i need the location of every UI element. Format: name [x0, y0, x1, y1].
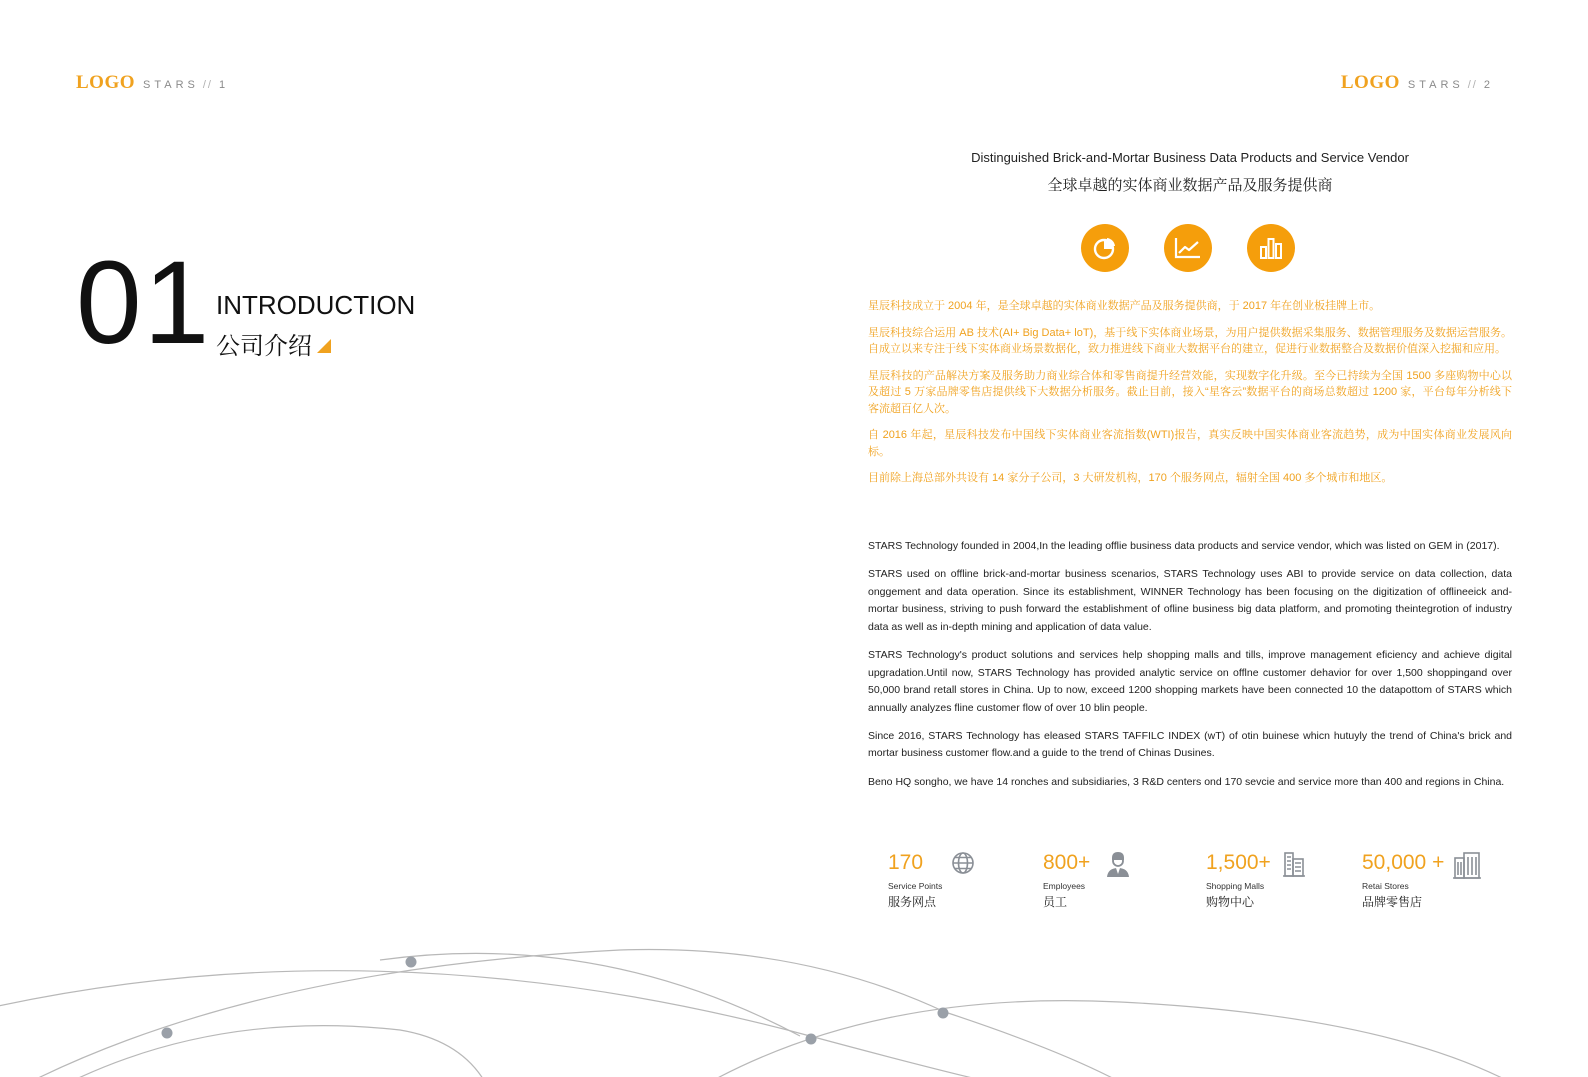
stat-value: 1,500+	[1206, 851, 1271, 874]
paragraph-en: Beno HQ songho, we have 14 ronches and subsidiaries, 3 R&D centers ond 170 sevcie and service more than 400 and regions in China.	[868, 775, 1505, 788]
logo: LOGO	[76, 72, 136, 93]
paragraph-cn: 星辰科技成立于 2004 年，是全球卓越的实体商业数据产品及服务提供商，于 2017 年在创业板挂牌上市。	[868, 300, 1381, 312]
tagline-cn: 全球卓越的实体商业数据产品及服务提供商	[1047, 177, 1333, 194]
arc-node	[406, 957, 417, 968]
logo: LOGO	[1340, 72, 1400, 93]
stat-value: 50,000 +	[1362, 851, 1445, 874]
header-separator: //	[202, 79, 213, 91]
page-number: 2	[1483, 79, 1490, 91]
brand-name: STARS	[1407, 79, 1464, 91]
stat-label-en: Employees	[1043, 881, 1086, 891]
tagline-en: Distinguished Brick-and-Mortar Business Data Products and Service Vendor	[971, 150, 1409, 165]
paragraph-cn: 星辰科技综合运用 AB 技术(AI+ Big Data+ loT)，基于线下实体商业场景，为用户提供数据采集服务、数据管理服务及数据运营服务。自成立以来专注于线下实体商业场景数据化，致力推进线下商业大数据平台的建立，促进行业数据整合及数据价值深入挖掘和应用。	[868, 326, 1512, 355]
section-title-cn: 公司介绍	[216, 333, 312, 360]
brand-name: STARS	[143, 79, 199, 91]
paragraph-cn: 星辰科技的产品解决方案及服务助力商业综合体和零售商提升经营效能，实现数字化升级。至今已持续为全国 1500 多座购物中心以及超过 5 万家品牌零售店提供线下大数据分析服务。截止目前，接入“星客云”数据平台的商场总数超过 1200 家，平台每年分析线下客流超百亿人次。	[868, 369, 1512, 415]
arc-node	[806, 1034, 817, 1045]
arc-line	[30, 950, 1120, 1077]
arc-line	[0, 971, 1146, 1077]
arc-node	[938, 1008, 949, 1019]
arc-node	[162, 1028, 173, 1039]
stat-label-en: Shopping Malls	[1206, 881, 1265, 891]
stat-label-cn: 品牌零售店	[1362, 895, 1423, 909]
stat-label-cn: 员工	[1043, 895, 1068, 909]
stat-label-en: Retai Stores	[1362, 881, 1409, 891]
arc-line	[710, 1001, 1510, 1077]
paragraph-en: STARS Technology's product solutions and services help shopping malls and tills, improve management eficiency and achieve digital upgradation.Until now, STARS Technology has provided analytic service on offlne customer dehavior for over 1,500 shoppingand over 50,000 brand retall stores in China. Up to now, exceed 1200 shopping markets have been connected 10 the datapottom of STARS which annually analyzes fline customer flow of over 10 blin people.	[868, 648, 1512, 714]
paragraph-cn: 自 2016 年起，星辰科技发布中国线下实体商业客流指数(WTI)报告，真实反映中国实体商业客流趋势，成为中国实体商业发展风向标。	[868, 429, 1512, 458]
stat-label-en: Service Points	[888, 881, 943, 891]
paragraph-en: Since 2016, STARS Technology has eleased STARS TAFFILC INDEX (wT) of otin buinese whicn hutuyly the trend of China's brick and mortar business customer flow.and a guide to the trend of Chinas Dusines.	[868, 729, 1512, 760]
header-separator: //	[1467, 79, 1478, 91]
stat-value: 170	[888, 851, 924, 874]
section-number: 01	[76, 237, 212, 369]
stat-label-cn: 购物中心	[1206, 895, 1255, 909]
page-number: 1	[219, 79, 226, 91]
paragraph-en: STARS Technology founded in 2004,In the leading offlie business data products and service vendor, which was listed on GEM in (2017).	[868, 540, 1500, 552]
section-title-en: INTRODUCTION	[216, 290, 416, 320]
stat-label-cn: 服务网点	[888, 895, 937, 909]
arc-line	[70, 1026, 485, 1077]
stat-value: 800+	[1043, 851, 1091, 874]
paragraph-cn: 目前除上海总部外共设有 14 家分子公司，3 大研发机构，170 个服务网点，辐射全国 400 多个城市和地区。	[868, 472, 1393, 484]
paragraph-en: STARS used on offline brick-and-mortar business scenarios, STARS Technology uses ABI to provide service on data collection, data onggement and data operation. Since its establishment, WINNER Technology has been focusing on the digitization of offlineeick and-mortar business, striving to push forward the establishment of ofline business big data platform, and promoting theintegrotion of industry data as well as in-depth mining and application of data value.	[868, 568, 1512, 633]
